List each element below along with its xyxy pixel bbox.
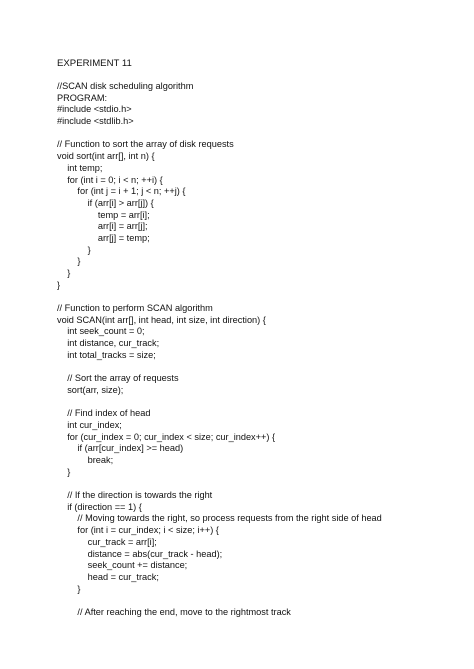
code-line: distance = abs(cur_track - head); bbox=[57, 548, 223, 559]
code-line: // Find index of head bbox=[57, 408, 151, 419]
code-line: // Function to sort the array of disk requests bbox=[57, 139, 234, 150]
code-line: if (arr[i] > arr[j]) { bbox=[57, 197, 154, 208]
code-line: } bbox=[57, 268, 71, 278]
blank-line bbox=[57, 362, 467, 374]
code-line: if (arr[cur_index] >= head) bbox=[57, 443, 184, 454]
code-line: // Sort the array of requests bbox=[57, 373, 179, 384]
code-line: for (int i = 0; i < n; ++i) { bbox=[57, 174, 163, 185]
code-line: for (cur_index = 0; cur_index < size; cur_index++) { bbox=[57, 431, 276, 442]
code-line: cur_track = arr[i]; bbox=[57, 536, 157, 547]
code-line: } bbox=[57, 244, 91, 255]
code-line: //SCAN disk scheduling algorithm bbox=[57, 81, 194, 91]
code-line: } bbox=[57, 279, 61, 290]
code-line: for (int i = cur_index; i < size; i++) { bbox=[57, 525, 219, 536]
code-line: break; bbox=[57, 455, 114, 465]
blank-line bbox=[57, 128, 467, 140]
code-line: head = cur_track; bbox=[57, 571, 159, 582]
code-line: void sort(int arr[], int n) { bbox=[57, 151, 155, 162]
code-line: int distance, cur_track; bbox=[57, 338, 160, 349]
code-line: PROGRAM: bbox=[57, 92, 108, 103]
code-line: seek_count += distance; bbox=[57, 560, 188, 571]
code-line: temp = arr[i]; bbox=[57, 209, 150, 220]
code-line: } bbox=[57, 256, 81, 267]
code-line: if (direction == 1) { bbox=[57, 501, 142, 512]
code-listing bbox=[57, 81, 467, 619]
code-line: } bbox=[57, 466, 71, 477]
code-line: } bbox=[57, 583, 81, 594]
code-line: int temp; bbox=[57, 162, 103, 173]
document-title: EXPERIMENT 11 bbox=[57, 58, 132, 69]
code-line: // After reaching the end, move to the rightmost track bbox=[57, 606, 291, 617]
code-line: void SCAN(int arr[], int head, int size, int direction) { bbox=[57, 314, 266, 325]
blank-line bbox=[57, 291, 467, 303]
blank-line bbox=[57, 397, 467, 409]
code-line: int cur_index; bbox=[57, 419, 122, 430]
blank-line bbox=[57, 478, 467, 490]
code-line: #include <stdio.h> bbox=[57, 104, 132, 115]
code-line: // Function to perform SCAN algorithm bbox=[57, 303, 213, 314]
code-line: arr[j] = temp; bbox=[57, 232, 150, 243]
blank-line bbox=[57, 595, 467, 607]
code-line: sort(arr, size); bbox=[57, 384, 124, 395]
code-line: // If the direction is towards the right bbox=[57, 490, 213, 501]
code-line: int total_tracks = size; bbox=[57, 349, 156, 360]
code-line: int seek_count = 0; bbox=[57, 326, 145, 337]
code-line: #include <stdlib.h> bbox=[57, 116, 134, 127]
code-line: for (int j = i + 1; j < n; ++j) { bbox=[57, 186, 186, 197]
code-line: // Moving towards the right, so process requests from the right side of head bbox=[57, 513, 382, 524]
code-line: arr[i] = arr[j]; bbox=[57, 221, 148, 232]
